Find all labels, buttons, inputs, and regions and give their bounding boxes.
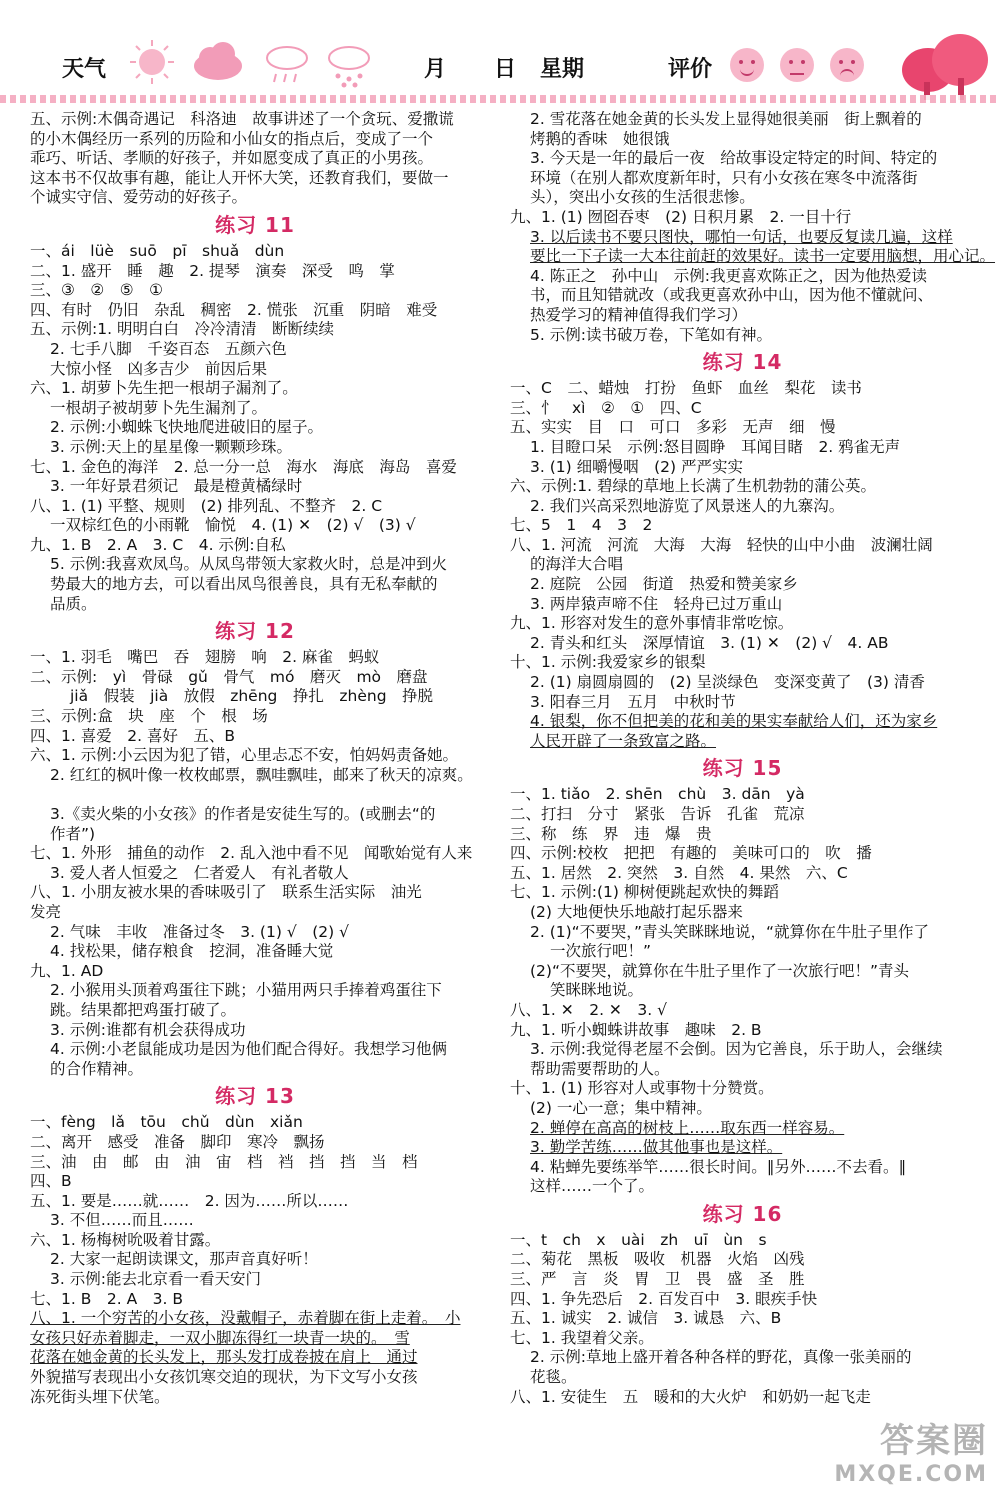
answer-line: 四、1. 喜爱 2. 喜好 五、B [30, 726, 236, 745]
month-label: 月 [424, 56, 447, 82]
sad-face-icon [830, 48, 864, 82]
answer-line: 4. 银梨，你不但把美的花和美的果实奉献给人们，还为家乡 [530, 712, 938, 731]
answer-line: 五、1. 居然 2. 突然 3. 自然 4. 果然 六、C [510, 863, 848, 882]
answer-line: 作者”) [50, 824, 96, 843]
answer-line: 三、称 练 界 违 爆 贵 [510, 824, 712, 843]
answer-line: (2)“不要哭，就算你在牛肚子里作了一次旅行吧！”青头 [530, 961, 910, 980]
answer-line: 三、③ ② ⑤ ① [30, 281, 164, 300]
sun-icon [128, 38, 176, 86]
answer-line: 2. 我们兴高采烈地游览了风景迷人的九寨沟。 [530, 496, 845, 515]
answer-line: 七、5 1 4 3 2 [510, 516, 653, 535]
answer-line: 四、1. 争先恐后 2. 百发百中 3. 眼疾手快 [510, 1289, 818, 1308]
answer-line: 2. 大家一起朗读课文，那声音真好听！ [50, 1250, 318, 1269]
answer-line: 七、1. 我望着父亲。 [510, 1328, 654, 1347]
answer-line: 2. 蝉停在高高的树枝上……取东西一样容易。 [530, 1118, 845, 1137]
answer-line: 一、C 二、蜡烛 打扮 鱼虾 血丝 梨花 读书 [510, 379, 862, 398]
section-title: 练习 11 [215, 212, 295, 237]
answer-line: 3. 一年好景君须记 最是橙黄橘绿时 [50, 477, 303, 496]
answer-line: 这本书不仅故事有趣，能让人开怀大笑，还教育我们，要做一 [30, 168, 449, 187]
answer-line: 一、t ch x uài zh uī ùn s [510, 1230, 767, 1249]
answer-line: 4. 示例:小老鼠能成功是因为他们配合得好。我想学习他俩 [50, 1040, 447, 1059]
answer-line: 4. 陈正之 孙中山 示例:我更喜欢陈正之，因为他热爱读 [530, 266, 927, 285]
answer-line: 2. (1)“不要哭，”青头笑眯眯地说，“就算你在牛肚子里作了 [530, 922, 930, 941]
answer-line: 冻死街头埋下伏笔。 [30, 1387, 170, 1406]
answer-line: 五、1. 要是……就…… 2. 因为……所以…… [30, 1191, 349, 1210]
answer-line: 3. 示例:天上的星星像一颗颗珍珠。 [50, 437, 292, 456]
answer-line: 帮助需要帮助的人。 [530, 1059, 670, 1078]
happy-face-icon [730, 48, 764, 82]
answer-line: 八、1. 一个穷苦的小女孩，没戴帽子，赤着脚在街上走着。 小 [30, 1309, 461, 1328]
answer-line: 一、1. 羽毛 嘴巴 吞 翅膀 响 2. 麻雀 蚂蚁 [30, 648, 380, 667]
answer-line: 2. 七手八脚 千姿百态 五颜六色 [50, 339, 287, 358]
answer-line: 二、1. 盛开 睡 趣 2. 提琴 演奏 深受 鸣 掌 [30, 261, 395, 280]
cloud-icon [190, 38, 244, 82]
tree-icon [898, 30, 990, 102]
answer-line: 书，而且知错就改（或我更喜欢孙中山，因为他不懂就问、 [530, 286, 934, 305]
day-label: 日 [494, 56, 517, 82]
answer-line: 四、B [30, 1172, 72, 1191]
answer-line: 的海洋大合唱 [530, 555, 624, 574]
answer-line: 七、1. B 2. A 3. B [30, 1289, 184, 1308]
answer-line: 三、油 由 邮 由 油 宙 档 裆 挡 挡 当 档 [30, 1152, 418, 1171]
section-title: 练习 15 [702, 756, 783, 781]
answer-line: 2. (1) 扇圆扇圆的 (2) 呈淡绿色 变深变黄了 (3) 清香 [530, 673, 925, 692]
answer-line: 2. 气味 丰收 准备过冬 3. (1) √ (2) √ [50, 922, 349, 941]
answer-line: 2. 示例:草地上盛开着各种各样的野花，真像一张美丽的 [530, 1348, 912, 1367]
right-column [510, 110, 996, 1407]
answer-line: 六、示例:1. 碧绿的草地上长满了生机勃勃的蒲公英。 [510, 477, 876, 496]
answer-line: 九、1. B 2. A 3. C 4. 示例:自私 [30, 535, 286, 554]
answer-line: 要比一下子读一大本往前赶的效果好。读书一定要用脑想，用心记。 [530, 247, 996, 266]
answer-line: 3. 示例:我觉得老屋不会倒。因为它善良，乐于助人，会继续 [530, 1040, 943, 1059]
answer-line: 大惊小怪 凶多吉少 前因后果 [50, 359, 268, 378]
answer-line: 3. 爱人者人恒爱之 仁者爱人 有礼者敬人 [50, 863, 349, 882]
watermark-url: MXQE.COM [834, 1462, 988, 1487]
rain-icon [262, 38, 312, 90]
answer-line: 六、1. 杨梅树吮吸着甘露。 [30, 1230, 221, 1249]
answer-line: 八、1. 小朋友被水果的香味吸引了 联系生活实际 油光 [30, 883, 422, 902]
answer-line: 2. 小猴用头顶着鸡蛋往下跳；小猫用两只手捧着鸡蛋往下 [50, 981, 442, 1000]
answer-line: 七、1. 示例:(1) 柳树便跳起欢快的舞蹈 [510, 883, 779, 902]
answer-line: 一、ái lüè suō pī shuǎ dùn [30, 241, 285, 260]
answer-line: jiǎ 假装 jià 放假 zhēng 挣扎 zhèng 挣脱 [70, 687, 434, 706]
answer-line: 3. 今天是一年的最后一夜 给故事设定特定的时间、特定的 [530, 149, 938, 168]
section-title: 练习 12 [215, 619, 295, 644]
answer-line: 六、1. 胡萝卜先生把一根胡子漏剂了。 [30, 379, 298, 398]
answer-line: 五、示例:木偶奇遇记 科洛迪 故事讲述了一个贪玩、爱撒谎 [30, 110, 454, 128]
answer-line [30, 785, 480, 805]
answer-line: 五、1. 诚实 2. 诚信 3. 诚恳 六、B [510, 1309, 782, 1328]
answer-line: 二、打扫 分寸 紧张 告诉 孔雀 荒凉 [510, 805, 805, 823]
answer-line: 5. 示例:读书破万卷，下笔如有神。 [530, 325, 772, 344]
answer-line: 八、1. 河流 河流 大海 大海 轻快的山中小曲 波澜壮阔 [510, 535, 933, 554]
answer-line: 四、示例:校枚 把把 有趣的 美味可口的 吹 播 [510, 844, 872, 863]
answer-line: 九、1. 听小蜘蛛讲故事 趣味 2. B [510, 1020, 762, 1039]
answer-line: 这样……一个了。 [530, 1177, 655, 1196]
answer-line: 热爱学习的精神值得我们学习） [530, 305, 748, 324]
answer-line: 一、fèng lǎ tōu chǔ dùn xiǎn [30, 1113, 303, 1132]
answer-line: (2) 一心一意；集中精神。 [530, 1098, 712, 1117]
answer-line: 环境（在别人都欢度新年时，只有小女孩在寒冬中流落街 [530, 168, 918, 187]
answer-line: 二、菊花 黑板 吸收 机器 火焰 凶残 [510, 1250, 805, 1269]
answer-line: 发亮 [30, 902, 62, 921]
answer-line: 4. 粘蝉先要练举竿……很长时间。∥另外……不去看。∥ [530, 1157, 907, 1176]
answer-line: 七、1. 金色的海洋 2. 总一分一总 海水 海底 海岛 喜爱 [30, 457, 457, 476]
answer-line: 八、1. (1) 平整、规则 (2) 排列乱、不整齐 2. C [30, 496, 383, 515]
answer-line: 3.《卖火柴的小女孩》的作者是安徒生写的。(或删去“的 [50, 805, 436, 823]
answer-line: 3. 示例:能去北京看一看天安门 [50, 1270, 261, 1289]
answer-line: 三、忄 xì ② ① 四、C [510, 398, 702, 417]
answer-line: 十、1. 示例:我爱家乡的银梨 [510, 653, 706, 672]
answer-line: 2. 示例:小蜘蛛飞快地爬进破旧的屋子。 [50, 418, 323, 437]
weekday-label: 星期 [540, 56, 585, 82]
answer-line: 七、1. 外形 捕鱼的动作 2. 乱入池中看不见 闻歌始觉有人来 [30, 844, 473, 863]
answer-line: 笑眯眯地说。 [550, 981, 644, 1000]
answer-line: 人民开辟了一条致富之路。 [530, 731, 717, 750]
answer-line: 3. 阳春三月 五月 中秋时节 [530, 692, 736, 711]
header-divider [0, 95, 1000, 103]
answer-line: 2. 红红的枫叶像一枚枚邮票，飘哇飘哇，邮来了秋天的凉爽。 [50, 765, 473, 784]
answer-line: 三、示例:盒 块 座 个 根 场 [30, 707, 268, 726]
answer-line: 跳。结果都把鸡蛋打破了。 [50, 1000, 237, 1019]
answer-line: 二、离开 感受 准备 脚印 寒冷 飘扬 [30, 1132, 325, 1151]
answer-line: 女孩只好赤着脚走，一双小脚冻得红一块青一块的。 雪 [30, 1328, 410, 1347]
answer-line: 乖巧、听话、孝顺的好孩子，并如愿变成了真正的小男孩。 [30, 149, 434, 168]
answer-line: 十、1. (1) 形容对人或事物十分赞赏。 [510, 1079, 774, 1098]
answer-line: 4. 找松果，储存粮食 挖洞，准备睡大觉 [50, 942, 334, 961]
answer-line: 外貌描写表现出小女孩饥寒交迫的现状，为下文写小女孩 [30, 1368, 418, 1387]
answer-line: 2. 庭院 公园 街道 热爱和赞美家乡 [530, 575, 798, 594]
answer-line: 3. 不但……而且…… [50, 1211, 194, 1230]
answer-line: 烤鹅的香味 她很饿 [530, 129, 670, 148]
answer-line: 五、示例:1. 明明白白 冷冷清清 断断续续 [30, 320, 334, 339]
answer-line: 5. 示例:我喜欢凤鸟。从凤鸟带领大家救火时，总是冲到火 [50, 555, 447, 574]
answer-line: 品质。 [50, 594, 97, 613]
answer-line: 花落在她金黄的长头发上，那头发打成卷披在肩上 通过 [30, 1348, 418, 1367]
answer-line: 3. 两岸猿声啼不住 轻舟已过万重山 [530, 594, 783, 613]
section-title: 练习 16 [702, 1201, 783, 1226]
answer-line: 四、有时 仍旧 杂乱 稠密 2. 慌张 沉重 阴暗 难受 [30, 300, 438, 319]
weather-label: 天气 [62, 56, 107, 82]
section-title: 练习 13 [215, 1084, 295, 1109]
answer-line: 的合作精神。 [50, 1059, 144, 1078]
answer-line: 三、严 言 炎 胃 卫 畏 盛 圣 胜 [510, 1270, 805, 1289]
watermark-title: 答案圈 [880, 1421, 988, 1461]
neutral-face-icon [780, 48, 814, 82]
answer-line: 3. (1) 细嚼慢咽 (2) 严严实实 [530, 457, 743, 476]
answer-line: 个诚实守信、爱劳动的好孩子。 [30, 188, 248, 207]
page-header [0, 0, 1000, 112]
snow-icon [324, 38, 374, 90]
answer-line: 1. 目瞪口呆 示例:怒目圆睁 耳闻目睹 2. 鸦雀无声 [530, 437, 901, 456]
answer-line: 2. 雪花落在她金黄的长头发上显得她很美丽 街上飘着的 [530, 110, 922, 128]
answer-line: 一次旅行吧！” [550, 942, 652, 961]
answer-line: 花毯。 [530, 1368, 577, 1387]
answer-line: 头），突出小女孩的生活很悲惨。 [530, 188, 755, 207]
answer-line: 八、1. 安徒生 五 暖和的大火炉 和奶奶一起飞走 [510, 1387, 871, 1406]
section-title: 练习 14 [702, 350, 783, 375]
rating-label: 评价 [668, 56, 713, 82]
answer-line: 九、1. AD [30, 961, 104, 980]
answer-line: 六、1. 示例:小云因为犯了错，心里忐忑不安，怕妈妈责备她。 [30, 746, 458, 765]
answer-line: (2) 大地便快乐地敲打起乐器来 [530, 902, 743, 921]
answer-line: 2. 青头和红头 深厚情谊 3. (1) ✕ (2) √ 4. AB [530, 633, 889, 652]
left-column [30, 110, 480, 1407]
answer-line: 3. 以后读书不要只图快，哪怕一句话，也要反复读几遍，这样 [530, 227, 953, 246]
answer-line: 一、1. tiǎo 2. shēn chù 3. dān yà [510, 785, 805, 804]
answer-line: 一根胡子被胡萝卜先生漏剂了。 [50, 398, 268, 417]
answer-line: 的小木偶经历一系列的历险和小仙女的指点后，变成了一个 [30, 129, 434, 148]
answer-line: 二、示例: yì 骨碌 gǔ 骨气 mó 磨灭 mò 磨盘 [30, 667, 428, 686]
answer-line: 九、1. 形容对发生的意外事情非常吃惊。 [510, 614, 794, 633]
answer-line: 3. 勤学苦练……做其他事也是这样。 [530, 1138, 783, 1157]
answer-line: 3. 示例:谁都有机会获得成功 [50, 1020, 246, 1039]
watermark-logo [803, 1413, 988, 1487]
answer-line: 势最大的地方去，可以看出凤鸟很善良，具有无私奉献的 [50, 575, 438, 594]
answer-line: 八、1. ✕ 2. ✕ 3. √ [510, 1000, 667, 1019]
answer-line: 九、1. (1) 囫囵吞枣 (2) 日积月累 2. 一目十行 [510, 207, 852, 226]
answer-line: 五、实实 目 口 可口 多彩 无声 细 慢 [510, 418, 836, 437]
answer-line: 一双棕红色的小雨靴 愉悦 4. (1) ✕ (2) √ (3) √ [50, 516, 416, 535]
